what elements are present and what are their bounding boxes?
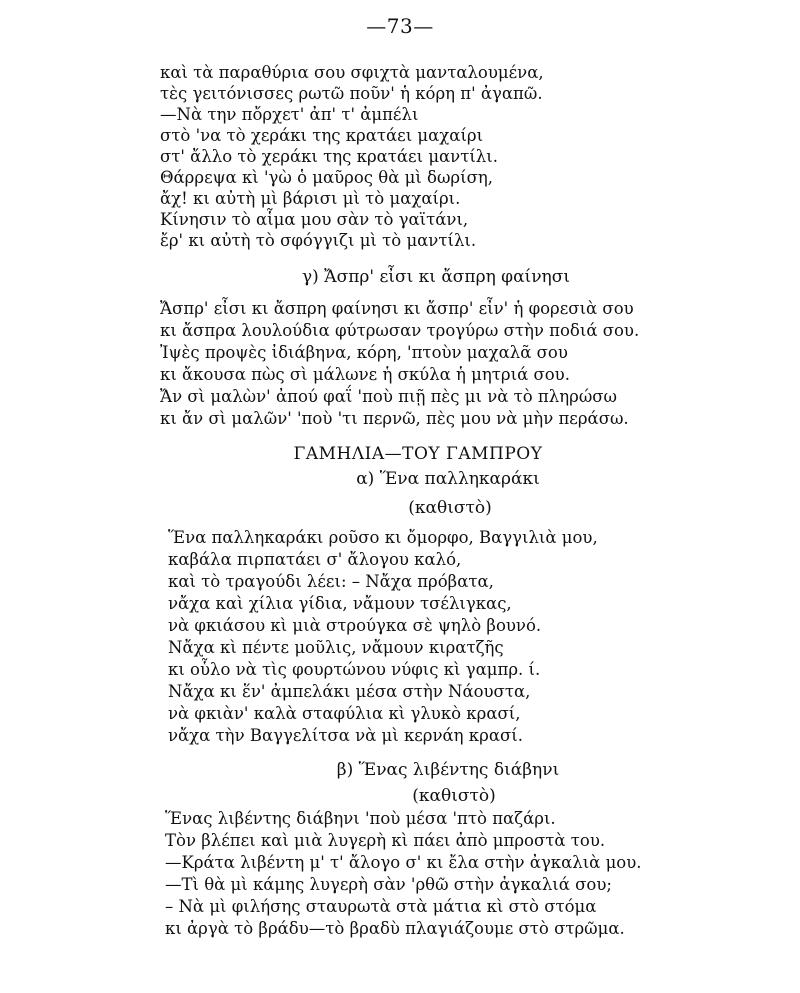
poem-line: νἄχα καὶ χίλια γίδια, νἄμουν τσέλιγκας, xyxy=(168,594,512,613)
poem-line: Ἄν σὶ μαλὼν' ἀπού φαΐ 'ποὺ πιῇ πὲς μι νὰ τὸ πληρώσω xyxy=(160,387,617,406)
poem-line: νὰ φκιὰν' καλὰ σταφύλια κὶ γλυκὸ κρασί, xyxy=(168,704,521,723)
poem-line: ἄχ! κι αὐτὴ μὶ βάρισι μὶ τὸ μαχαίρι. xyxy=(160,189,461,208)
poem-line: Ἕνα παλληκαράκι ροῦσο κι ὄμορφο, Βαγγιλιὰ μου, xyxy=(168,528,598,547)
poem-line: κι ἄσπρα λουλούδια φύτρωσαν τρογύρω στὴν ποδιά σου. xyxy=(160,321,640,340)
poem-stanza-4 xyxy=(165,808,765,940)
poem-line: —Τὶ θὰ μὶ κάμης λυγερὴ σὰν 'ρθῶ στὴν ἀγκαλιά σου; xyxy=(165,875,612,894)
song-subheading-beta: (καθιστὸ) xyxy=(412,786,496,806)
poem-line: Ἕνας λιβέντης διάβηνι 'ποὺ μέσα 'πτὸ παζάρι. xyxy=(165,809,556,828)
poem-line: —Κράτα λιβέντη μ' τ' ἄλογο σ' κι ἔλα στὴν ἀγκαλιὰ μου. xyxy=(165,853,642,872)
poem-line: καὶ τὸ τραγούδι λέει: – Νἄχα πρόβατα, xyxy=(168,572,494,591)
poem-line: – Νὰ μὶ φιλήσης σταυρωτὰ στὰ μάτια κὶ στὸ στόμα xyxy=(165,897,597,916)
poem-line: Ἰψὲς προψὲς ἰδιάβηνα, κόρη, 'πτοὺν μαχαλᾶ σου xyxy=(160,343,568,362)
song-heading-beta: β) Ἕνας λιβέντης διάβηνι xyxy=(336,760,560,780)
poem-line: καβάλα πιρπατάει σ' ἄλογου καλό, xyxy=(168,550,462,569)
song-heading-gamma: γ) Ἄσπρ' εἶσι κι ἄσπρη φαίνησι xyxy=(301,267,571,287)
poem-line: Θάρρεψα κὶ 'γὼ ὁ μαῦρος θὰ μὶ δωρίση, xyxy=(160,168,493,187)
poem-line: κι οὗλο νὰ τὶς φουρτώνου νύφις κὶ γαμπρ. ί. xyxy=(168,660,541,679)
poem-line: Νἄχα κὶ πέντε μοῦλις, νἄμουν κιρατζῆς xyxy=(168,638,504,657)
poem-line: —Νὰ την πὄρχετ' ἀπ' τ' ἀμπέλι xyxy=(160,105,419,124)
poem-line: Τὸν βλέπει καὶ μιὰ λυγερὴ κὶ πάει ἀπὸ μπροστὰ του. xyxy=(165,831,606,850)
poem-line: στ' ἄλλο τὸ χεράκι της κρατάει μαντίλι. xyxy=(160,147,498,166)
poem-stanza-3 xyxy=(168,527,768,747)
song-subheading-alpha: (καθιστὸ) xyxy=(408,498,492,518)
poem-line: Νἄχα κι ἕν' ἀμπελάκι μέσα στὴν Νάουστα, xyxy=(168,682,531,701)
poem-line: Κίνησιν τὸ αἷμα μου σὰν τὸ γαϊτάνι, xyxy=(160,210,469,229)
page-number: —73— xyxy=(366,14,434,38)
poem-line: κι ἄκουσα πὼς σὶ μάλωνε ἡ σκύλα ἡ μητριά σου. xyxy=(160,365,570,384)
poem-line: κι ἀργὰ τὸ βράδυ—τὸ βραδὺ πλαγιάζουμε στὸ στρῶμα. xyxy=(165,919,625,938)
poem-line: τὲς γειτόνισσες ρωτῶ ποῦν' ἡ κόρη π' ἀγαπῶ. xyxy=(160,84,543,103)
poem-line: νἄχα τὴν Βαγγελίτσα νὰ μὶ κερνάη κρασί. xyxy=(168,726,523,745)
poem-line: νὰ φκιάσου κὶ μιὰ στρούγκα σὲ ψηλὸ βουνό. xyxy=(168,616,542,635)
poem-line: Ἄσπρ' εἶσι κι ἄσπρη φαίνησι κι ἄσπρ' εἶν' ἡ φορεσιὰ σου xyxy=(160,299,634,318)
poem-line: καὶ τὰ παραθύρια σου σφιχτὰ μανταλουμένα, xyxy=(160,63,544,82)
poem-line: κι ἄν σὶ μαλῶν' 'ποὺ 'τι περνῶ, πὲς μου νὰ μὴν περάσω. xyxy=(160,409,629,428)
poem-line: στὸ 'να τὸ χεράκι της κρατάει μαχαίρι xyxy=(160,126,484,145)
song-heading-alpha: α) Ἕνα παλληκαράκι xyxy=(356,469,540,489)
section-heading: ΓΑΜΗΛΙΑ—ΤΟΥ ΓΑΜΠΡΟΥ xyxy=(293,444,543,464)
poem-stanza-2 xyxy=(160,298,760,430)
poem-stanza-1 xyxy=(160,62,760,251)
poem-line: ἔρ' κι αὐτὴ τὸ σφόγγιζι μὶ τὸ μαντίλι. xyxy=(160,231,477,250)
